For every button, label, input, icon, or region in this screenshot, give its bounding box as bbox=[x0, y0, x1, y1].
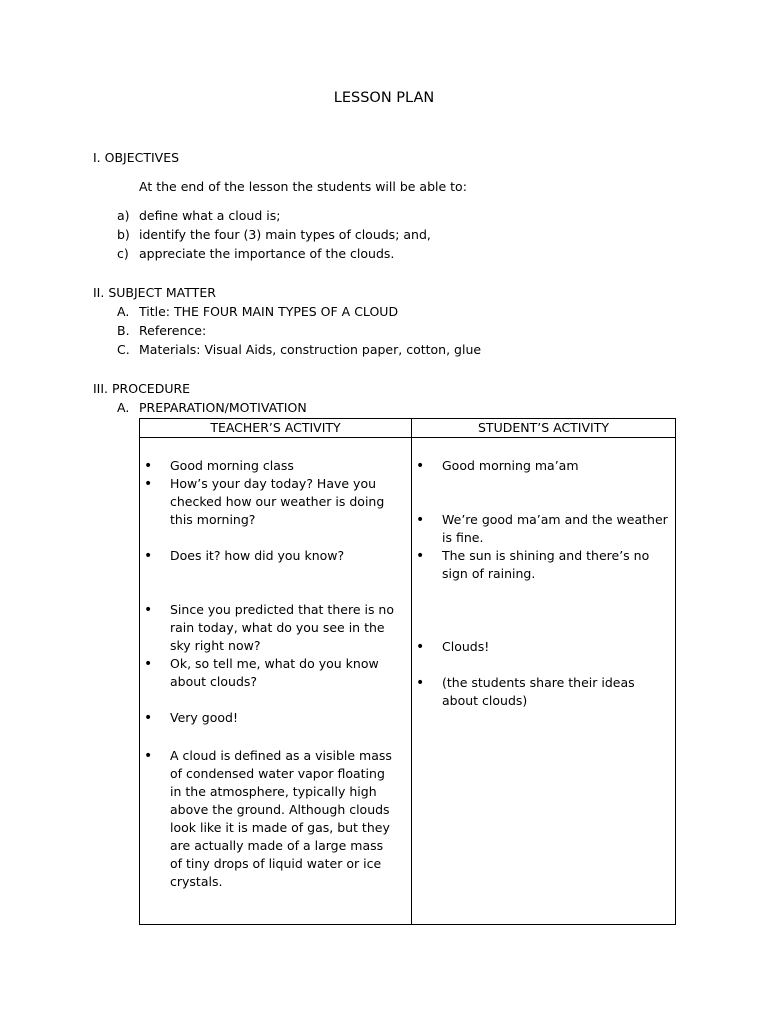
objective-label: b) bbox=[117, 227, 130, 242]
objective-text: appreciate the importance of the clouds. bbox=[139, 246, 395, 261]
table-header-row bbox=[140, 419, 676, 438]
subject-matter-heading: II. SUBJECT MATTER bbox=[93, 285, 216, 300]
teacher-activity-item: • A cloud is defined as a visible mass of condensed water vapor floating in the atmosphere, typically high above the ground. Although clouds look like it is made of gas, but they are actually made of a large mass of tiny drops of liquid water or ice crystals. bbox=[170, 747, 398, 891]
page-title: LESSON PLAN bbox=[333, 90, 435, 106]
student-activity-item: • Clouds! bbox=[442, 638, 670, 656]
student-activity-header: STUDENT’S ACTIVITY bbox=[412, 419, 676, 438]
teacher-activity-item: • How’s your day today? Have you checked how our weather is doing this morning? bbox=[170, 475, 398, 529]
teacher-activity-item: • Ok, so tell me, what do you know about clouds? bbox=[170, 655, 398, 691]
procedure-sub-label: A. bbox=[117, 400, 130, 415]
subject-label: A. bbox=[117, 304, 130, 319]
subject-label: B. bbox=[117, 323, 130, 338]
objectives-intro: At the end of the lesson the students will be able to: bbox=[139, 179, 467, 194]
activity-table bbox=[139, 418, 676, 925]
teacher-activity-header: TEACHER’S ACTIVITY bbox=[140, 419, 412, 438]
objective-text: define what a cloud is; bbox=[139, 208, 281, 223]
subject-text: Materials: Visual Aids, construction paper, cotton, glue bbox=[139, 342, 482, 357]
subject-text: Title: THE FOUR MAIN TYPES OF A CLOUD bbox=[139, 304, 399, 319]
student-activity-item: • The sun is shining and there’s no sign of raining. bbox=[442, 547, 670, 583]
objective-label: c) bbox=[117, 246, 129, 261]
table-row bbox=[140, 438, 676, 925]
objective-label: a) bbox=[117, 208, 130, 223]
objective-text: identify the four (3) main types of clouds; and, bbox=[139, 227, 431, 242]
teacher-activity-item: • Does it? how did you know? bbox=[170, 547, 398, 565]
subject-label: C. bbox=[117, 342, 130, 357]
procedure-sub-heading: PREPARATION/MOTIVATION bbox=[139, 400, 307, 415]
student-activity-cell bbox=[412, 438, 676, 925]
teacher-activity-item: • Since you predicted that there is no rain today, what do you see in the sky right now? bbox=[170, 601, 398, 655]
teacher-activity-item: • Very good! bbox=[170, 709, 398, 727]
teacher-activity-item: • Good morning class bbox=[170, 457, 398, 475]
objectives-heading: I. OBJECTIVES bbox=[93, 150, 180, 165]
procedure-heading: III. PROCEDURE bbox=[93, 381, 191, 396]
teacher-activity-cell bbox=[140, 438, 412, 925]
student-activity-item: • Good morning ma’am bbox=[442, 457, 670, 475]
subject-text: Reference: bbox=[139, 323, 207, 338]
student-activity-item: • (the students share their ideas about clouds) bbox=[442, 674, 670, 710]
student-activity-item: • We’re good ma’am and the weather is fine. bbox=[442, 511, 670, 547]
